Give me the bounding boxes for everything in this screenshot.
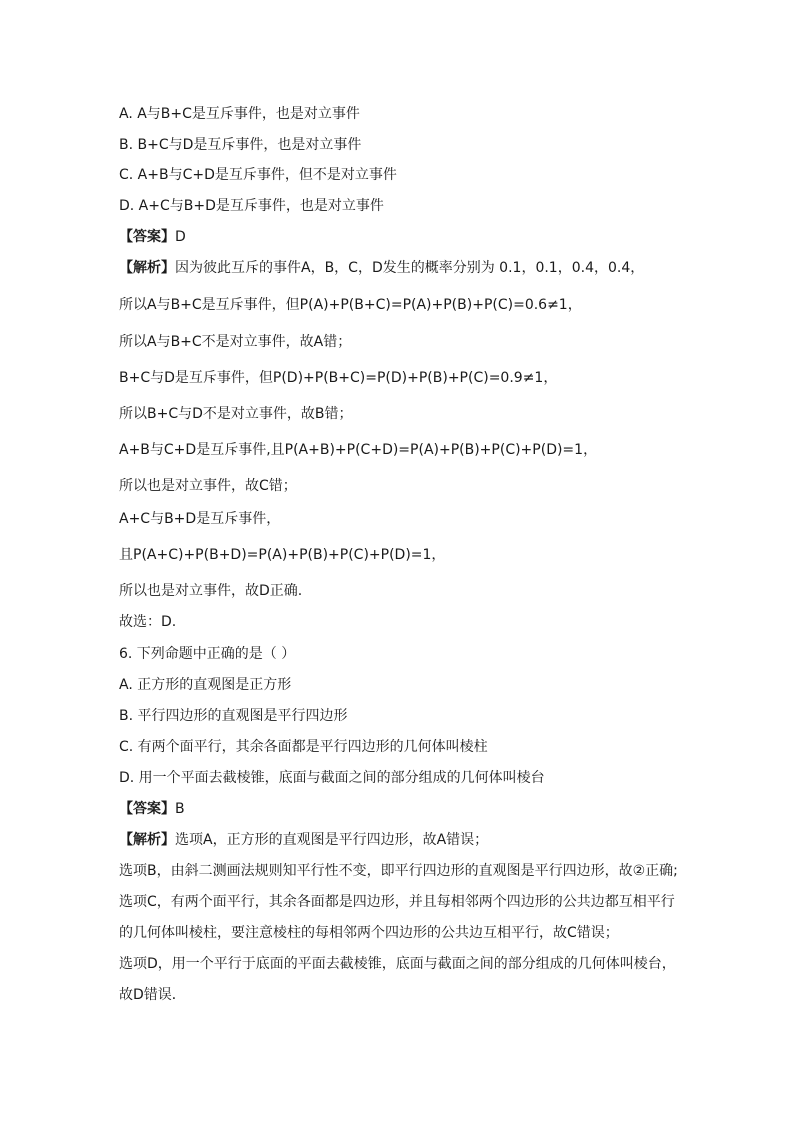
q6-option-a: A. 正方形的直观图是正方形 bbox=[119, 677, 292, 693]
q6-option-c: C. 有两个面平行，其余各面都是平行四边形的几何体叫棱柱 bbox=[119, 739, 488, 755]
q5-option-c: C. A+B与C+D是互斥事件，但不是对立事件 bbox=[119, 167, 397, 183]
q5-analysis-line: 所以也是对立事件，故D正确. bbox=[119, 583, 303, 599]
q5-option-d: D. A+C与B+D是互斥事件，也是对立事件 bbox=[119, 198, 384, 214]
analysis-tag: 【解析】 bbox=[119, 832, 175, 848]
q6-analysis-line: 选项B，由斜二测画法规则知平行性不变，即平行四边形的直观图是平行四边形，故②正确; bbox=[119, 863, 678, 879]
q5-analysis-first bbox=[119, 258, 704, 278]
answer-tag: 【答案】 bbox=[119, 801, 175, 817]
q5-analysis-line: B+C与D是互斥事件，但P(D)+P(B+C)=P(D)+P(B)+P(C)=0.9≠1， bbox=[119, 370, 558, 386]
q6-analysis-line: 故D错误． bbox=[119, 987, 186, 1003]
q5-analysis-line: 所以也是对立事件，故C错； bbox=[119, 478, 297, 494]
q5-answer bbox=[119, 227, 704, 247]
answer-value: B bbox=[175, 801, 185, 817]
q5-analysis-line: A+C与B+D是互斥事件， bbox=[119, 511, 281, 527]
analysis-tag: 【解析】 bbox=[119, 260, 175, 276]
q5-analysis-line: 故选：D. bbox=[119, 614, 177, 630]
q6-answer bbox=[119, 799, 704, 819]
answer-value: D bbox=[175, 229, 186, 245]
q5-option-a: A. A与B+C是互斥事件，也是对立事件 bbox=[119, 106, 360, 122]
q6-option-b: B. 平行四边形的直观图是平行四边形 bbox=[119, 708, 348, 724]
q5-analysis-line: 所以A与B+C是互斥事件，但P(A)+P(B+C)=P(A)+P(B)+P(C)=0.6≠1， bbox=[119, 297, 582, 313]
q5-analysis-line: 所以B+C与D不是对立事件，故B错； bbox=[119, 406, 353, 422]
q6-analysis-line: 的几何体叫棱柱，要注意棱柱的每相邻两个四边形的公共边互相平行，故C错误； bbox=[119, 925, 619, 941]
answer-tag: 【答案】 bbox=[119, 229, 175, 245]
analysis-text: 因为彼此互斥的事件A，B，C，D发生的概率分别为 0.1，0.1，0.4，0.4， bbox=[175, 260, 645, 276]
q6-analysis-first bbox=[119, 830, 704, 850]
q5-option-b: B. B+C与D是互斥事件，也是对立事件 bbox=[119, 137, 362, 153]
q6-option-d: D. 用一个平面去截棱锥，底面与截面之间的部分组成的几何体叫棱台 bbox=[119, 770, 545, 786]
q5-analysis-line: A+B与C+D是互斥事件,且P(A+B)+P(C+D)=P(A)+P(B)+P(C)+P(D)=1， bbox=[119, 442, 598, 458]
q6-stem: 6. 下列命题中正确的是（ ） bbox=[119, 646, 296, 662]
q5-analysis-line: 所以A与B+C不是对立事件，故A错； bbox=[119, 334, 352, 350]
analysis-text: 选项A，正方形的直观图是平行四边形，故A错误； bbox=[175, 832, 489, 848]
q6-analysis-line: 选项D，用一个平行于底面的平面去截棱锥，底面与截面之间的部分组成的几何体叫棱台， bbox=[119, 956, 676, 972]
q5-analysis-line: 且P(A+C)+P(B+D)=P(A)+P(B)+P(C)+P(D)=1， bbox=[119, 547, 446, 563]
q6-analysis-line: 选项C，有两个面平行，其余各面都是四边形，并且每相邻两个四边形的公共边都互相平行 bbox=[119, 894, 675, 910]
